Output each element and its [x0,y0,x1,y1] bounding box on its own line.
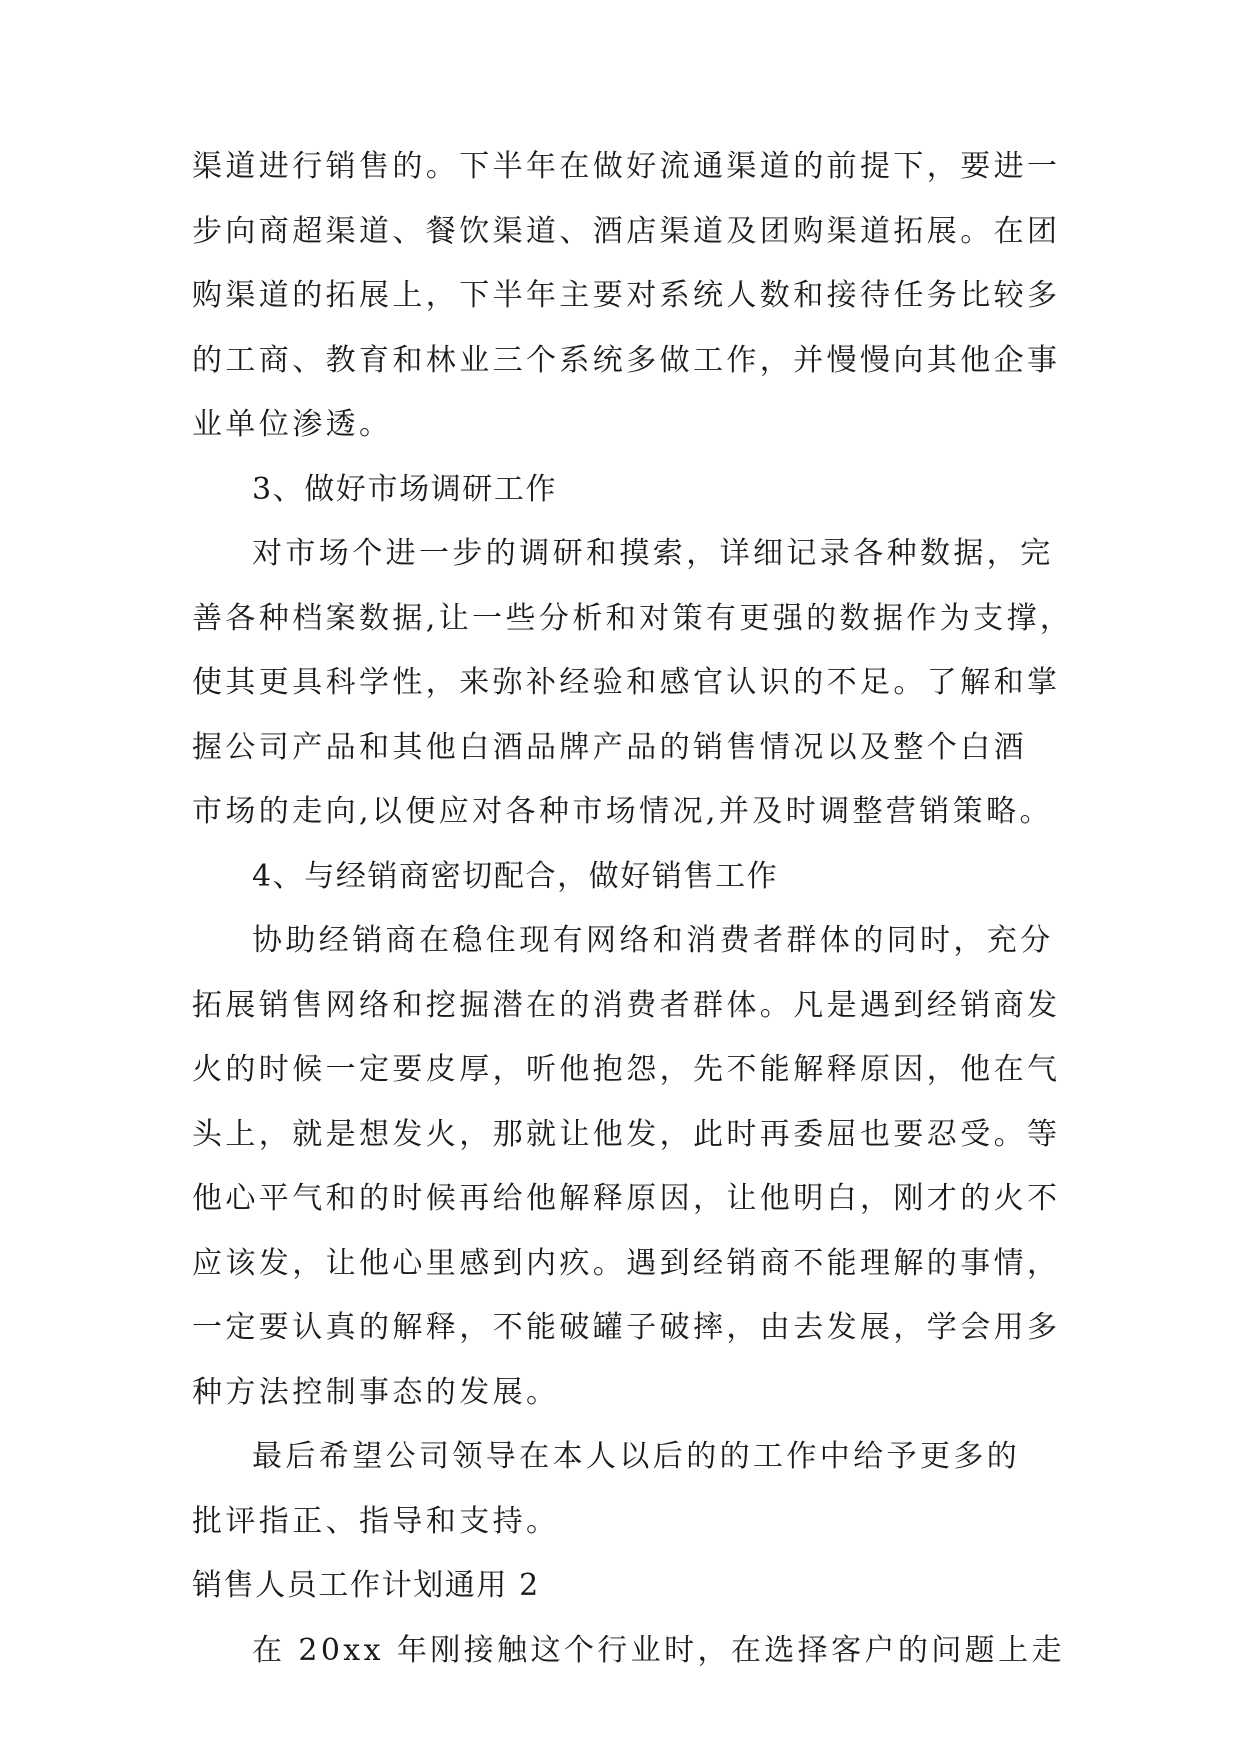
text-line: 拓展销售网络和挖掘潜在的消费者群体。凡是遇到经销商发 [192,988,1061,1023]
text-line: 使其更具科学性，来弥补经验和感官认识的不足。了解和掌 [192,665,1061,700]
text-line: 善各种档案数据,让一些分析和对策有更强的数据作为支撑， [192,601,1074,636]
text-line: 业单位渗透。 [192,407,393,442]
text-line: 种方法控制事态的发展。 [192,1375,560,1410]
text-line: 最后希望公司领导在本人以后的的工作中给予更多的 [252,1439,1021,1474]
text-line: 他心平气和的时候再给他解释原因，让他明白，刚才的火不 [192,1181,1061,1216]
text-line: 批评指正、指导和支持。 [192,1504,560,1539]
text-line: 渠道进行销售的。下半年在做好流通渠道的前提下，要进一 [192,149,1061,184]
text-line: 在 20xx 年刚接触这个行业时，在选择客户的问题上走 [252,1633,1065,1668]
text-line: 步向商超渠道、餐饮渠道、酒店渠道及团购渠道拓展。在团 [192,214,1061,249]
text-line: 协助经销商在稳住现有网络和消费者群体的同时，充分 [252,923,1054,958]
text-line: 握公司产品和其他白酒品牌产品的销售情况以及整个白酒 [192,730,1027,765]
text-line: 的工商、教育和林业三个系统多做工作，并慢慢向其他企事 [192,343,1061,378]
text-line: 应该发，让他心里感到内疚。遇到经销商不能理解的事情， [192,1246,1061,1281]
text-line: 购渠道的拓展上，下半年主要对系统人数和接待任务比较多 [192,278,1061,313]
text-line: 火的时候一定要皮厚，听他抱怨，先不能解释原因，他在气 [192,1052,1061,1087]
text-line: 市场的走向,以便应对各种市场情况,并及时调整营销策略。 [192,794,1053,829]
text-line: 对市场个进一步的调研和摸索，详细记录各种数据，完 [252,536,1054,571]
section-heading: 4、与经销商密切配合，做好销售工作 [252,859,779,894]
text-line: 一定要认真的解释，不能破罐子破摔，由去发展，学会用多 [192,1310,1061,1345]
article-title: 销售人员工作计划通用 2 [192,1568,540,1603]
text-line: 头上，就是想发火，那就让他发，此时再委屈也要忍受。等 [192,1117,1061,1152]
section-heading: 3、做好市场调研工作 [252,472,558,507]
